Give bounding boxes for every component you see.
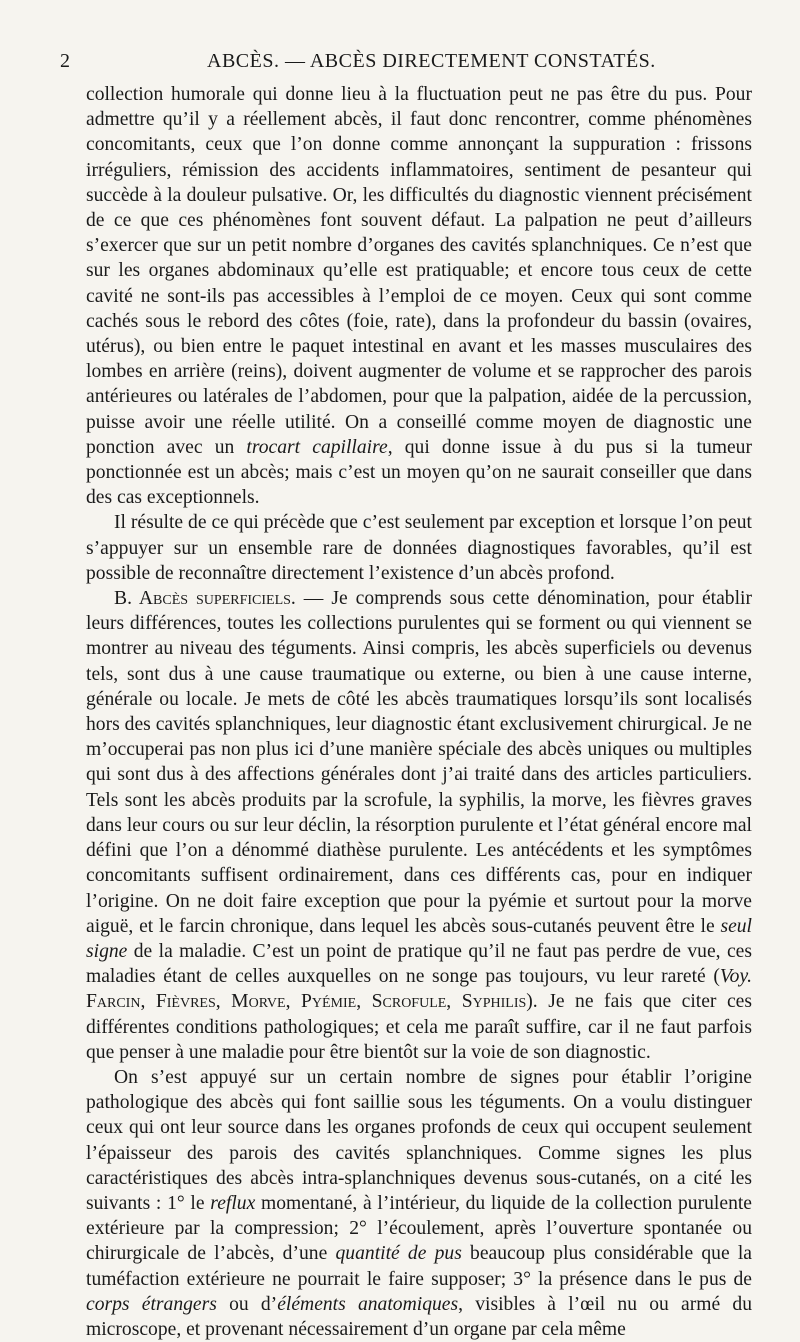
italic-term: éléments anatomiques: [277, 1293, 459, 1315]
page-number: 2: [60, 50, 71, 72]
paragraph-1: [86, 82, 752, 510]
text-run: , visibles à l’œil nu ou armé du microscope, et provenant nécessairement d’un organe par cela même: [86, 1293, 752, 1340]
italic-term: Voy.: [719, 966, 752, 988]
italic-term: corps étrangers: [86, 1293, 217, 1315]
text-run: On s’est appuyé sur un certain nombre de signes pour établir l’origine pathologique des abcès qui font saillie sous les téguments. On a voulu distinguer ceux qui ont leur source dans les organes profonds de ceux qui occupent seulement l’épaisseur des parois des cavités splanchniques. Comme signes les plus caractéristiques des abcès intra-splanchniques devenus sous-cutanés, on a cité les suivants : 1° le: [86, 1066, 752, 1214]
text-run: Il résulte de ce qui précède que c’est seulement par exception et lorsque l’on peut s’appuyer sur un ensemble rare de données diagnostiques favorables, qu’il est possible de reconnaître directement l’existence d’un abcès profond.: [86, 512, 752, 584]
cross-references: Farcin, Fièvres, Morve, Pyémie, Scrofule, Syphilis: [86, 991, 527, 1013]
text-run: ou d’: [216, 1293, 278, 1315]
body-text: [86, 82, 752, 1342]
text-run: beaucoup plus considérable que la tuméfaction extérieure ne pourrait le faire supposer; 3° la présence dans le pus de: [86, 1243, 752, 1290]
paragraph-3: [86, 586, 752, 1065]
italic-term: reflux: [210, 1192, 256, 1214]
italic-term: trocart capillaire: [246, 436, 388, 458]
text-run: de la maladie. C’est un point de pratique qu’il ne faut pas perdre de vue, ces maladies étant de celles auxquelles on ne songe pas toujours, vu leur rareté (: [86, 940, 752, 988]
section-heading: B. Abcès superficiels.: [114, 588, 296, 610]
italic-term: seul signe: [86, 915, 752, 962]
text-run: ). Je ne fais que citer ces différentes conditions pathologiques; et cela me paraît suffire, car il ne faut parfois que penser à une maladie pour être bientôt sur la voie de son diagnostic.: [86, 991, 752, 1063]
text-run: , qui donne issue à du pus si la tumeur ponctionnée est un abcès; mais c’est un moyen qu’on ne saurait conseiller que dans des cas exceptionnels.: [86, 436, 752, 509]
text-run: — Je comprends sous cette dénomination, pour établir leurs différences, toutes les collections purulentes qui se forment ou qui viennent se montrer au niveau des téguments. Ainsi compris, les abcès superficiels ou devenus tels, sont dus à une cause traumatique ou externe, ou bien à une cause interne, générale ou locale. Je mets de côté les abcès traumatiques lorsqu’ils sont localisés hors des cavités splanchniques, leur diagnostic étant exclusivement chirurgical. Je ne m’occuperai pas non plus ici d’une manière spéciale des abcès uniques ou multiples qui sont dus à des affections générales dont j’ai traité dans des articles particuliers. Tels sont les abcès produits par la scrofule, la syphilis, la morve, les fièvres graves dans leur cours ou sur leur déclin, la résorption purulente et l’état général encore mal défini que l’on a dénommé diathèse purulente. Les antécédents et les symptômes concomitants suffisent ordinairement, dans ces différents cas, pour en indiquer l’origine. On ne doit faire exception que pour la pyémie et surtout pour la morve aiguë, et le farcin chronique, dans lequel les abcès sous-cutanés peuvent être le: [86, 588, 752, 937]
paragraph-4: [86, 1065, 752, 1342]
page-header: [0, 46, 800, 76]
paragraph-2: [86, 510, 752, 586]
text-run: collection humorale qui donne lieu à la fluctuation peut ne pas être du pus. Pour admettre qu’il y a réellement abcès, il faut donc rencontrer, comme phénomènes concomitants, ceux que l’on donne comme annonçant la suppuration : frissons irréguliers, rémission des accidents inflammatoires, sentiment de pesanteur qui succède à la douleur pulsative. Or, les difficultés du diagnostic viennent précisément de ce que ces phénomènes font souvent défaut. La palpation ne peut d’ailleurs s’exercer que sur un petit nombre d’organes des cavités splanchniques. Ce n’est que sur les organes abdominaux qu’elle est pratiquable; et encore tous ceux de cette cavité ne sont-ils pas accessibles à l’emploi de ce moyen. Ceux qui sont comme cachés sous le rebord des côtes (foie, rate), dans la profondeur du bassin (ovaires, utérus), ou bien entre le paquet intestinal en avant et les masses musculaires des lombes en arrière (reins), doivent augmenter de volume et se rapprocher des parois antérieures ou latérales de l’abdomen, pour que la palpation, aidée de la percussion, puisse avoir une réelle utilité. On a conseillé comme moyen de diagnostic une ponction avec un: [86, 84, 752, 458]
text-run: momentané, à l’intérieur, du liquide de la collection purulente extérieure par la compression; 2° l’écoulement, après l’ouverture spontanée ou chirurgicale de l’abcès, d’une: [86, 1192, 753, 1265]
running-title: ABCÈS. — ABCÈS DIRECTEMENT CONSTATÉS.: [207, 50, 656, 72]
italic-term: quantité de pus: [335, 1243, 462, 1265]
